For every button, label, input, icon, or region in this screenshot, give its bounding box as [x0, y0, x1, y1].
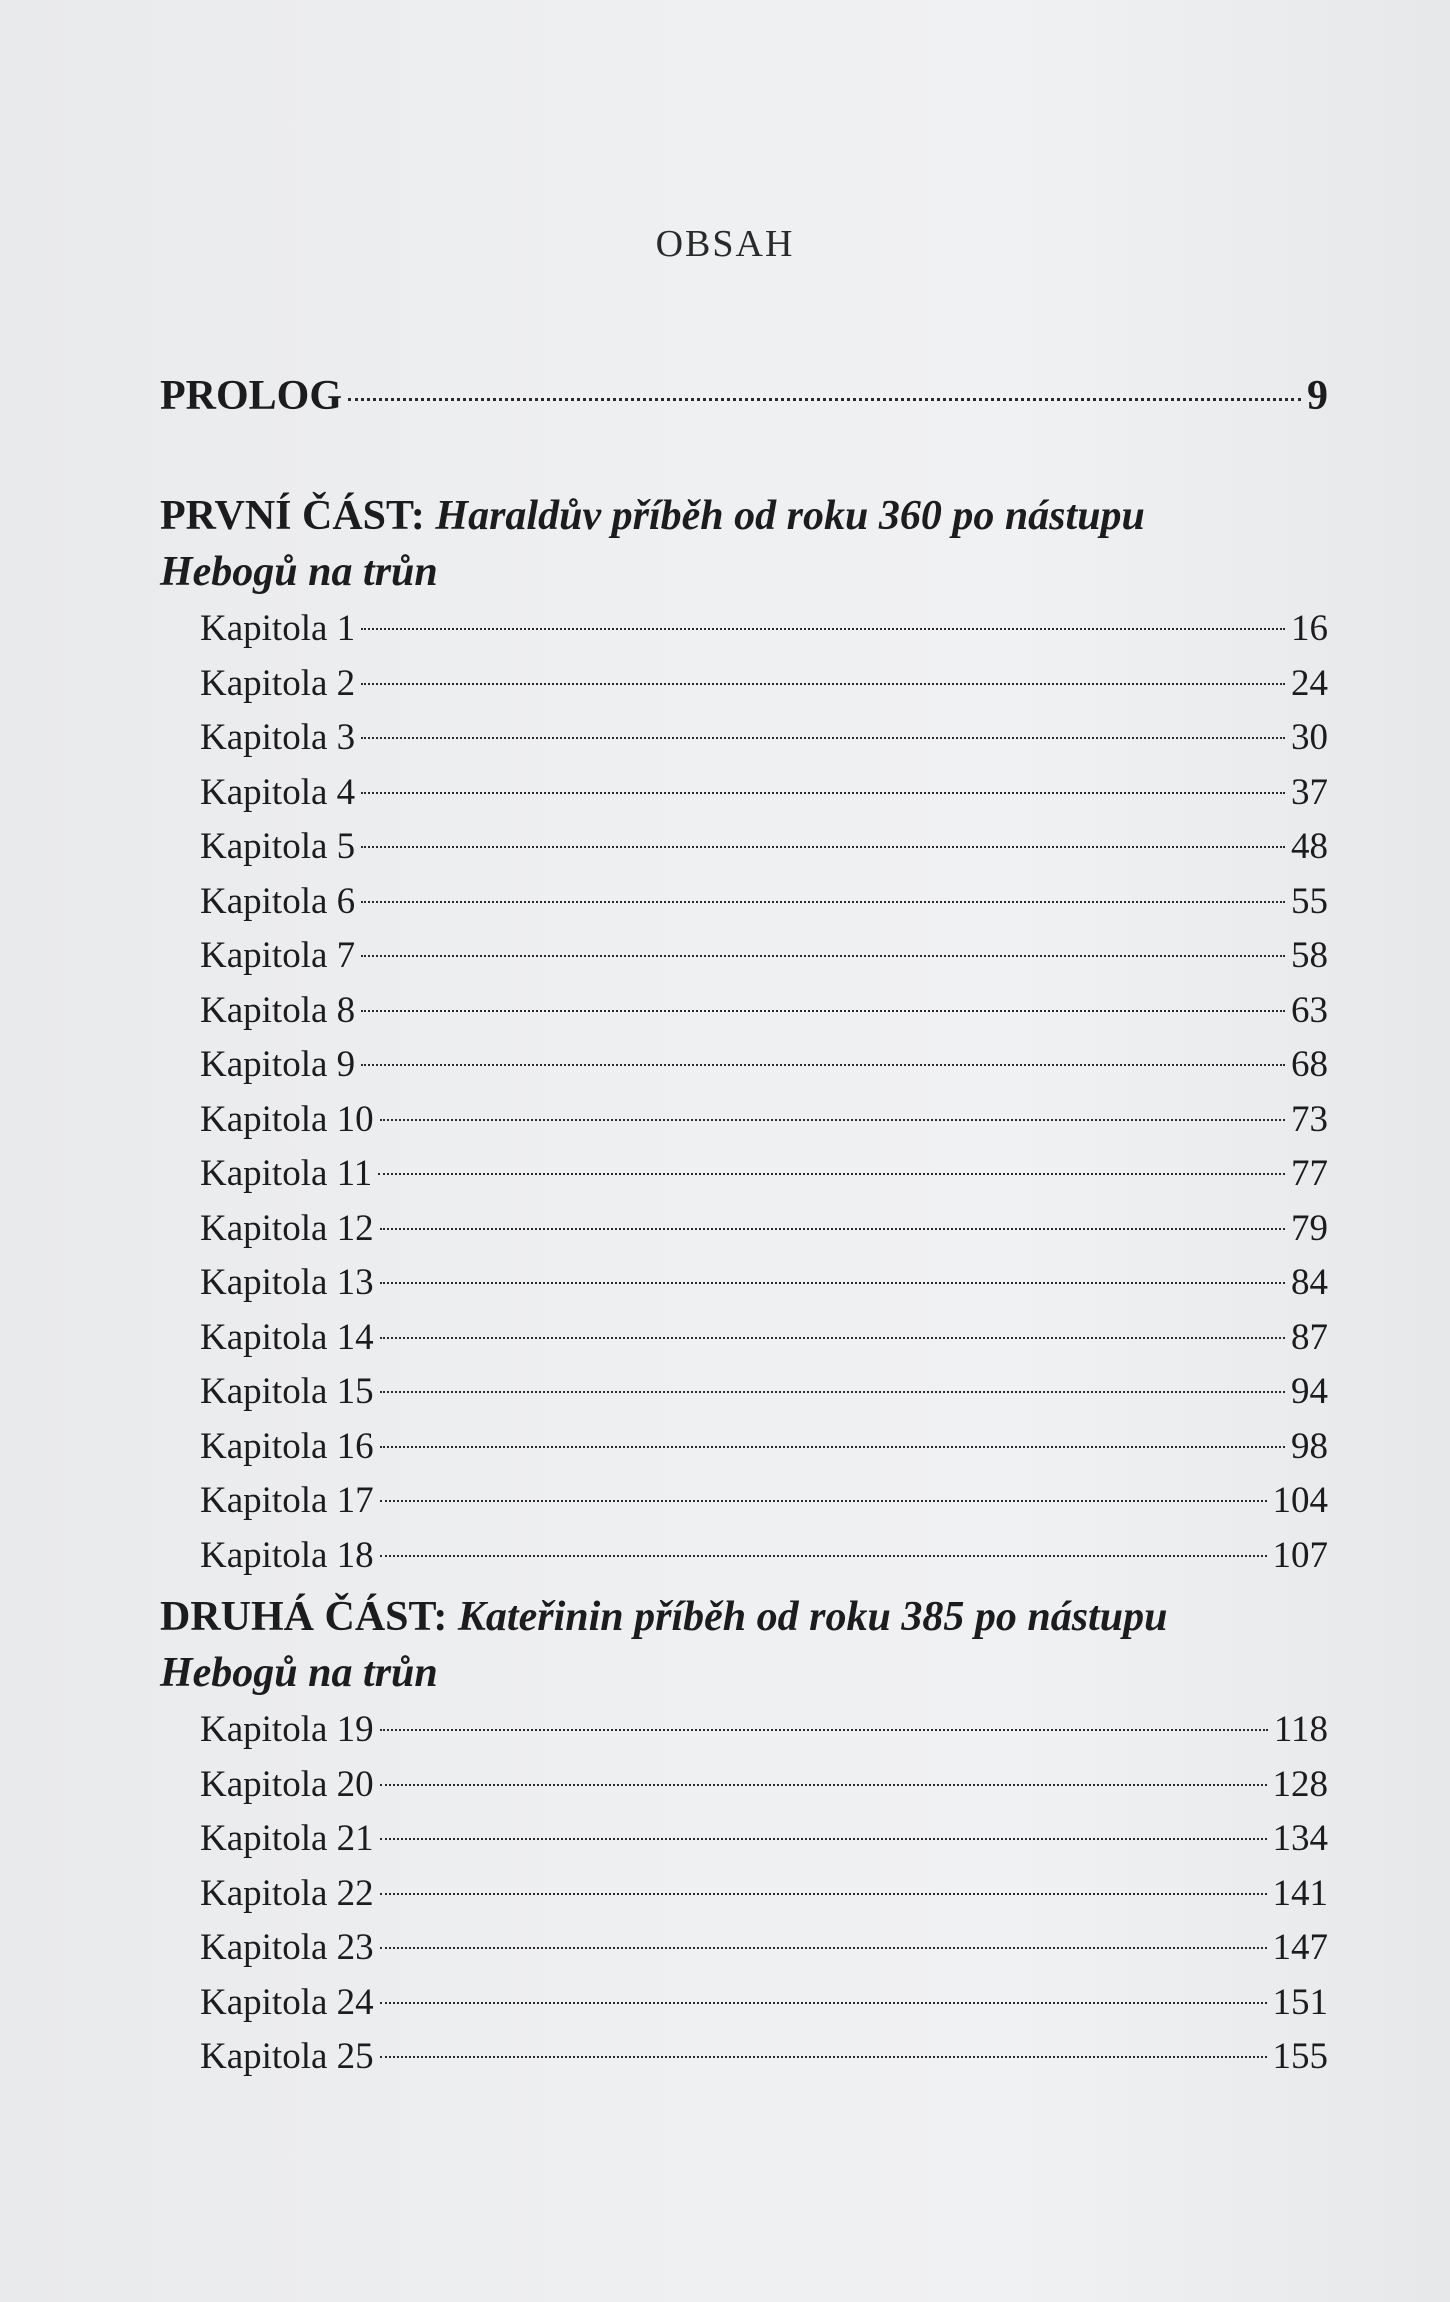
toc-entry-chapter [200, 1093, 1328, 1148]
toc-entry-chapter [200, 929, 1328, 984]
dot-leader [380, 1282, 1285, 1284]
dot-leader [380, 1893, 1267, 1895]
dot-leader [380, 1119, 1285, 1121]
toc-entry-chapter [200, 984, 1328, 1039]
toc-entry-page: 77 [1291, 1153, 1328, 1194]
dot-leader [380, 1947, 1267, 1949]
dot-leader [361, 1064, 1285, 1066]
toc-entry-label: Kapitola 6 [200, 880, 356, 922]
toc-entry-label: Kapitola 24 [200, 1981, 374, 2023]
dot-leader [380, 1228, 1285, 1230]
toc-entry-page: 58 [1291, 935, 1328, 976]
table-of-contents [160, 372, 1328, 2085]
toc-entry-chapter [200, 602, 1328, 657]
toc-entry-page: 118 [1273, 1709, 1328, 1750]
dot-leader [361, 955, 1285, 957]
toc-entry-label: PROLOG [160, 373, 343, 419]
toc-entry-label: Kapitola 13 [200, 1262, 374, 1303]
toc-entry-page: 128 [1272, 1763, 1328, 1805]
toc-entry-label: Kapitola 16 [200, 1425, 374, 1467]
toc-entry-page: 107 [1272, 1534, 1328, 1576]
dot-leader [380, 1555, 1267, 1557]
toc-part-2 [160, 1589, 1328, 2085]
toc-entry-chapter [200, 1202, 1328, 1257]
dot-leader [380, 1391, 1285, 1393]
toc-entry-chapter [200, 1311, 1328, 1366]
toc-entry-chapter [200, 711, 1328, 766]
toc-entry-page: 9 [1307, 373, 1328, 419]
dot-leader [380, 2002, 1267, 2004]
toc-entry-chapter [200, 875, 1328, 930]
toc-entry-label: Kapitola 15 [200, 1371, 374, 1412]
dot-leader [380, 1729, 1268, 1731]
part-title [160, 1589, 1328, 1701]
toc-entry-page: 98 [1291, 1425, 1328, 1467]
toc-entry-chapter [200, 1038, 1328, 1093]
toc-entry-page: 55 [1291, 880, 1328, 922]
toc-entry-chapter [200, 1420, 1328, 1475]
toc-entry-page: 73 [1291, 1098, 1328, 1140]
toc-entry-chapter [200, 1758, 1328, 1813]
toc-entry-page: 37 [1291, 771, 1328, 813]
toc-entry-label: Kapitola 11 [200, 1153, 373, 1194]
toc-entry-page: 104 [1272, 1480, 1328, 1521]
toc-entry-label: Kapitola 9 [200, 1044, 356, 1085]
dot-leader [378, 1173, 1285, 1175]
toc-entry-chapter [200, 1529, 1328, 1584]
chapter-list [160, 1703, 1328, 2085]
toc-entry-label: Kapitola 4 [200, 771, 356, 813]
toc-entry-chapter [200, 1867, 1328, 1922]
dot-leader [380, 1838, 1267, 1840]
chapter-list [160, 602, 1328, 1583]
toc-entry-label: Kapitola 10 [200, 1098, 374, 1140]
toc-entry-label: Kapitola 25 [200, 2036, 374, 2077]
dot-leader [361, 1010, 1285, 1012]
dot-leader [361, 683, 1285, 685]
toc-entry-page: 48 [1291, 826, 1328, 867]
dot-leader [380, 1500, 1267, 1502]
toc-entry-chapter [200, 1147, 1328, 1202]
toc-entry-label: Kapitola 18 [200, 1534, 374, 1576]
toc-entry-chapter [200, 820, 1328, 875]
toc-entry-page: 134 [1272, 1818, 1328, 1859]
part-prefix: PRVNÍ ČÁST: [160, 493, 425, 539]
dot-leader [361, 628, 1285, 630]
toc-entry-label: Kapitola 5 [200, 826, 356, 867]
toc-entry-label: Kapitola 1 [200, 608, 356, 649]
toc-entry-page: 94 [1291, 1371, 1328, 1412]
part-subtitle-line1: Kateřinin příběh od roku 385 po nástupu [457, 1594, 1168, 1640]
dot-leader [361, 737, 1285, 739]
toc-entry-page: 16 [1291, 608, 1328, 649]
dot-leader [348, 398, 1301, 401]
toc-entry-page: 79 [1291, 1207, 1328, 1249]
toc-entry-page: 24 [1291, 662, 1328, 704]
toc-entry-page: 87 [1291, 1316, 1328, 1358]
toc-entry-label: Kapitola 19 [200, 1709, 374, 1750]
toc-entry-chapter [200, 1474, 1328, 1529]
part-subtitle-line2: Hebogů na trůn [160, 549, 438, 595]
toc-entry-page: 63 [1291, 989, 1328, 1031]
toc-entry-chapter [200, 1812, 1328, 1867]
toc-entry-page: 84 [1291, 1262, 1328, 1303]
part-title [160, 488, 1328, 600]
dot-leader [361, 901, 1285, 903]
toc-heading: OBSAH [655, 223, 795, 265]
toc-entry-chapter [200, 1976, 1328, 2031]
dot-leader [380, 1784, 1267, 1786]
toc-entry-label: Kapitola 20 [200, 1763, 374, 1805]
toc-entry-chapter [200, 1703, 1328, 1758]
part-prefix: DRUHÁ ČÁST: [160, 1594, 448, 1640]
toc-entry-label: Kapitola 7 [200, 935, 356, 976]
toc-entry-page: 30 [1291, 717, 1328, 758]
toc-part-1 [160, 488, 1328, 1583]
toc-entry-label: Kapitola 22 [200, 1872, 374, 1914]
dot-leader [380, 1446, 1285, 1448]
dot-leader [380, 2056, 1267, 2058]
dot-leader [361, 846, 1285, 848]
toc-entry-label: Kapitola 14 [200, 1316, 374, 1358]
toc-entry-chapter [200, 2030, 1328, 2085]
toc-entry-page: 147 [1272, 1927, 1328, 1968]
toc-entry-page: 68 [1291, 1044, 1328, 1085]
dot-leader [361, 792, 1285, 794]
toc-entry-chapter [200, 1921, 1328, 1976]
toc-entry-page: 141 [1272, 1872, 1328, 1914]
toc-entry-prolog [160, 372, 1328, 438]
toc-entry-label: Kapitola 12 [200, 1207, 374, 1249]
toc-entry-chapter [200, 1365, 1328, 1420]
toc-entry-label: Kapitola 2 [200, 662, 356, 704]
dot-leader [380, 1337, 1285, 1339]
toc-entry-label: Kapitola 21 [200, 1818, 374, 1859]
toc-entry-chapter [200, 657, 1328, 712]
toc-entry-page: 155 [1272, 2036, 1328, 2077]
toc-entry-label: Kapitola 8 [200, 989, 356, 1031]
part-subtitle-line1: Haraldův příběh od roku 360 po nástupu [435, 493, 1145, 539]
toc-entry-label: Kapitola 3 [200, 717, 356, 758]
toc-entry-chapter [200, 766, 1328, 821]
part-subtitle-line2: Hebogů na trůn [160, 1650, 438, 1696]
toc-entry-label: Kapitola 17 [200, 1480, 374, 1521]
toc-entry-page: 151 [1272, 1981, 1328, 2023]
toc-entry-label: Kapitola 23 [200, 1927, 374, 1968]
toc-entry-chapter [200, 1256, 1328, 1311]
